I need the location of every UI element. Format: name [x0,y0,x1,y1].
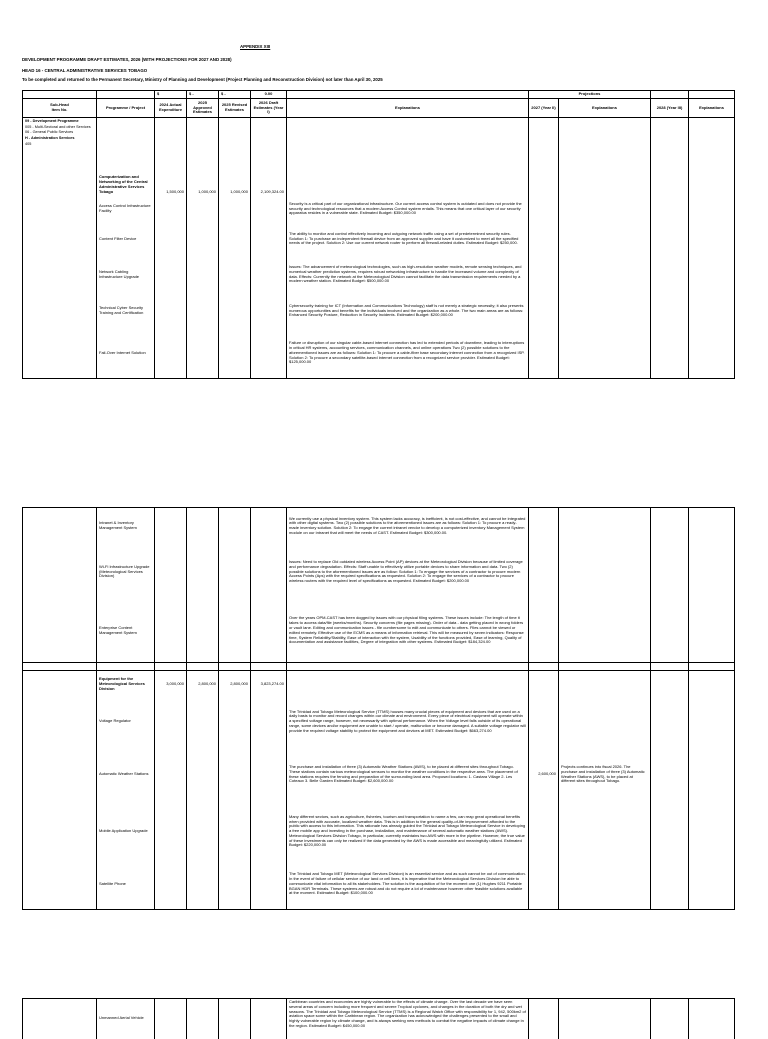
project-explanation: Issues: Need to replace Old outdated wireless Access Point (AP) devices at the Meteorological Division because of limited coverage and performance degradation. Effects: Staff unable to effectively utilize portable devices to share information and data. Two (2) possible solutions to the aforementioned issues are as follow: Solution 1: To engage the services of a contractor to procure modern Access Points (Aps) with the required specifications as requested. Solution 2: To engage the services of a contractor to procure wireless routers with the required level of specifications as requested. Estimated Budget: $200,000.00 [287,545,529,600]
header-revised-2025: 2025 Revised Estimates [219,99,251,118]
sub-head-06: 06 - General Public Services [25,130,74,135]
project-explanation: We currently use a physical inventory system. This system lacks accuracy, is inefficient, is not cost-effective, and cannot be integrated with other digital systems. Two (2) possible solutions to the aforementioned issues are as follows: Solution 1: To procure a ready-made inventory solution. Solution 2: To engage the current intranet vendor to develop a computerized inventory Management System module on our intranet that will meet the needs of CAST. Estimated Budget: $300,000.00. [287,508,529,545]
header-draft-2026: 2026 Draft Estimates (Year I) [251,99,287,118]
project-explanation: The Trinidad and Tobago MET (Meteorological Services Division) is an essential service and as such cannot be out of communication. In the event of failure of cellular service of our land or cell lines, it is imperative that the Meteorological Services Division be able to communicate vital information to all its stakeholders. The solution is the acquisition of for the moment one (1) Hughes 9211 Portable BGAN HDR Terminals. These systems are robust and do not require a lot of maintenance however other feasible solutions available at the moment. Estimated Budget: $100,000.00 [287,860,529,910]
project-name: Mobile Application Upgrade [97,804,155,860]
project-name: Voltage Regulator [97,698,155,746]
instruction-text: To be completed and returned to the Permanent Secretary, Ministry of Planning and Development (Project Planning and Reconstruction Division) not later than April 30, 2025 [22,77,383,82]
y2027-explanation [559,804,651,860]
approved-2025-value: 2,800,000 [187,671,219,698]
y2027-value [529,698,559,746]
project-explanation: Many different sectors, such as agriculture, fisheries, tourism and transportation to name a few, can reap great operational benefits when provided with accurate, localized weather data. This is in addition to the general quality-of-life improvement afforded to the public with access to this information. This rationale has already guided the Trinidad and Tobago Meteorological Service in developing a free mobile app and investing in the purchase, installation, and maintenance of several automatic weather stations (AWS). Meteorological Services Division Tobago, in particular, currently maintains two AWS with more in the pipeline. However, the true value of these investments can only be realized if the data generated by the AWS is made accessible and meaningfully utilized. Estimated Budget: $220,000.00 [287,804,529,860]
header-2027: 2027 (Year II) [529,99,559,118]
project-name: Content Filter Device [97,223,155,256]
appendix-label: APPENDIX XIII [240,44,271,49]
project-name: Enterprise Content Management System [97,600,155,663]
y2027-explanation: Projects continues into fiscal 2026. The purchase and installation of three (3) Automatic Weather Stations (AWS), to be placed at different sites throughout Tobago. [559,746,651,804]
header-2028: 2028 (Year III) [651,99,689,118]
project-explanation: Over the years OPM-CAST has been dogged by issues with our physical filing systems. These issues include: The length of time it takes to access data/file (weeks/months). Security concerns (file pages missing). Order of data - data getting placed in wrong folders or vault lane. Editing and communication issues - file cumbersome to edit and communicate to others. Files cannot be viewed or edited remotely. Effective use of the ECMS as a means of information retrieval. This will be measured by seven indicators: Response time, System Reliability/Stability, Ease of interaction with the system, Usability of the functions provided, Ease of learning, Quality of documentation and assistance facilities, Degree of integration with other systems. Estimated Budget: $184,324.00 [287,600,529,663]
project-name: Intranet & Inventory Management System [97,508,155,545]
sub-head-005: 005 - Multi-Sectoral and other Services [25,124,91,129]
project-explanation: Caribbean countries and economies are highly vulnerable to the effects of climate change. Over the last decade we have seen several areas of concern including more frequent and severe Tropical cyclones, and changes in the duration of both the dry and wet seasons. The Trinidad and Tobago Meteorological Service (TTMS) is a Regional Watch Office with responsibility for 1, 942, 500km2 of aviation space some within the Caribbean region. The organization has acknowledged the challenges presented to the small and highly vulnerable region by climate change, and is always seeking new methods to combat the negative impacts of climate change in the region. Estimated Budget: $450,000.00 [287,999,529,1039]
header-programme: Programme / Project [97,99,155,118]
actual-2024-value: 3,000,000 [155,671,187,698]
y2027-value [529,860,559,910]
approved-2025-value: 1,000,000 [187,118,219,196]
project-name: Technical Cyber Security Training and Certification [97,294,155,329]
project-name: Network Cabling Infrastructure Upgrade [97,256,155,294]
header-explanations-2027: Explanations [559,99,651,118]
sub-head-09: 09 - Development Programme [25,119,79,123]
project-name: Unmanned Aerial Vehicle [97,999,155,1039]
actual-2024-value: 1,500,000 [155,118,187,196]
project-explanation: Issues: The advancement of meteorological technologies, such as high-resolution weather models, remote sensing techniques, and numerical weather prediction systems, requires robust networking infrastructure to handle the increased volume and complexity of data. Effects: Currently the network at the Meteorological Division cannot facilitate the data transmission requirements needed by a modern weather station. Estimated Budget: $500,000.00 [287,256,529,294]
col-oos: 0.00 [251,91,287,99]
header-explanations: Explanations [287,99,529,118]
project-explanation: The purchase and installation of three (3) Automatic Weather Stations (AWS), to be placed at different sites throughout Tobago. These stations contain various meteorological sensors to monitor the weather conditions in the respective area. The placement of these stations requires the fencing and preparation of the surrounding land area. Proposed locations: 1. Castara Village 2. Les Coteaux 3. Belle Garden Estimated Budget: $2,600,000.00 [287,746,529,804]
project-name: Access Control Infrastructure Facility [97,196,155,223]
draft-2026-value: 3,823,274.00 [251,671,287,698]
project-explanation: The ability to monitor and control effectively incoming and outgoing network traffic using a set of predetermined security rules. Solution 1: To purchase an independent firewall device from an approved supplier and have it customized to meet all the specified needs of the project. Solution 2: Use our current network router to perform all firewall-related duties. Estimated Budget: $250,000. [287,223,529,256]
estimates-table-page-1 [22,90,735,379]
estimates-table-page-3 [22,998,735,1039]
header-explanations-2028: Explanations [689,99,735,118]
item-405: 405 [25,141,32,146]
draft-2026-value: 2,109,324.00 [251,118,287,196]
header-approved-2025: 2025 Approved Estimates [187,99,219,118]
project-name: Satellite Phone [97,860,155,910]
col-currency-2: $ - [187,91,219,99]
head-label: HEAD 16 - CENTRAL ADMINISTRATIVE SERVICES TOBAGO [22,68,148,73]
revised-2025-value: 1,000,000 [219,118,251,196]
estimates-table-page-2 [22,507,735,910]
y2027-explanation [559,860,651,910]
revised-2025-value: 2,800,000 [219,671,251,698]
project-explanation: Cybersecurity training for ICT (Information and Communications Technology) staff is not merely a strategic necessity; it also presents numerous opportunities and benefits for the individuals involved and the organization as a whole. The two main areas are as follows: Enhanced Security Posture, Reduction in Security Incidents. Estimated Budget: $200,000.00 [287,294,529,329]
col-currency-3: $ - [219,91,251,99]
projections-label: Projections [529,91,651,99]
project-explanation: The Trinidad and Tobago Meteorological Service (TTMS) houses many crucial pieces of equipment and devices that are used on a daily basis to monitor and record changes within our climate and environment. Every piece of electrical equipment will operate within a specified voltage range, however, not necessarily with optimal performance. When the Voltage level falls outside of its operational range, some devices and/or equipment are unable to start / operate, malfunction or become damaged. A suitable voltage regulator will provide the required voltage stability to protect the equipment and devices at MET. Estimated Budget: $663,274.00 [287,698,529,746]
group-name: Computerization and Networking of the Central Administrative Services Tobago [97,118,155,196]
sub-head-h: H - Administration Services [25,136,75,141]
project-name: Wi-Fi Infrastructure Upgrade (Meteorological Services Division) [97,545,155,600]
y2027-explanation [559,698,651,746]
project-name: Fail-Over Internet Solution [97,329,155,379]
project-explanation: Security is a critical part of our organizational infrastructure. Our current access control system is outdated and does not provide the security and technological resources that a modern Access Control system entails. This means that one critical layer of our security apparatus resides in a vulnerable state. Estimated Budget: $350,000.00 [287,196,529,223]
y2027-value [529,804,559,860]
project-explanation: Failure or disruption of our singular cable-based internet connection has led to extended periods of downtime, leading to interruptions in critical HR systems, accounting services, communication channels, and online operations Two (2) possible solutions to the aforementioned issues are as follows: Solution 1: To procure a cable-fiber base secondary internet connection from a recognized ISP. Solution 2: To procure a secondary satellite-based internet connection from a recognized service provider. Estimated Budget: $125,000.00 [287,329,529,379]
header-sub-head: Sub-Head Item No. [23,99,97,118]
sub-head-cell [23,118,97,196]
y2027-value: 2,600,000 [529,746,559,804]
project-name: Automatic Weather Stations [97,746,155,804]
document-title: DEVELOPMENT PROGRAMME DRAFT ESTIMATES, 2026 (WITH PROJECTIONS FOR 2027 AND 2028) [22,57,232,62]
group-name: Equipment for the Meteorological Services Division [97,671,155,698]
header-actual-2024: 2024 Actual Expenditure [155,99,187,118]
col-currency-1: $ [155,91,187,99]
